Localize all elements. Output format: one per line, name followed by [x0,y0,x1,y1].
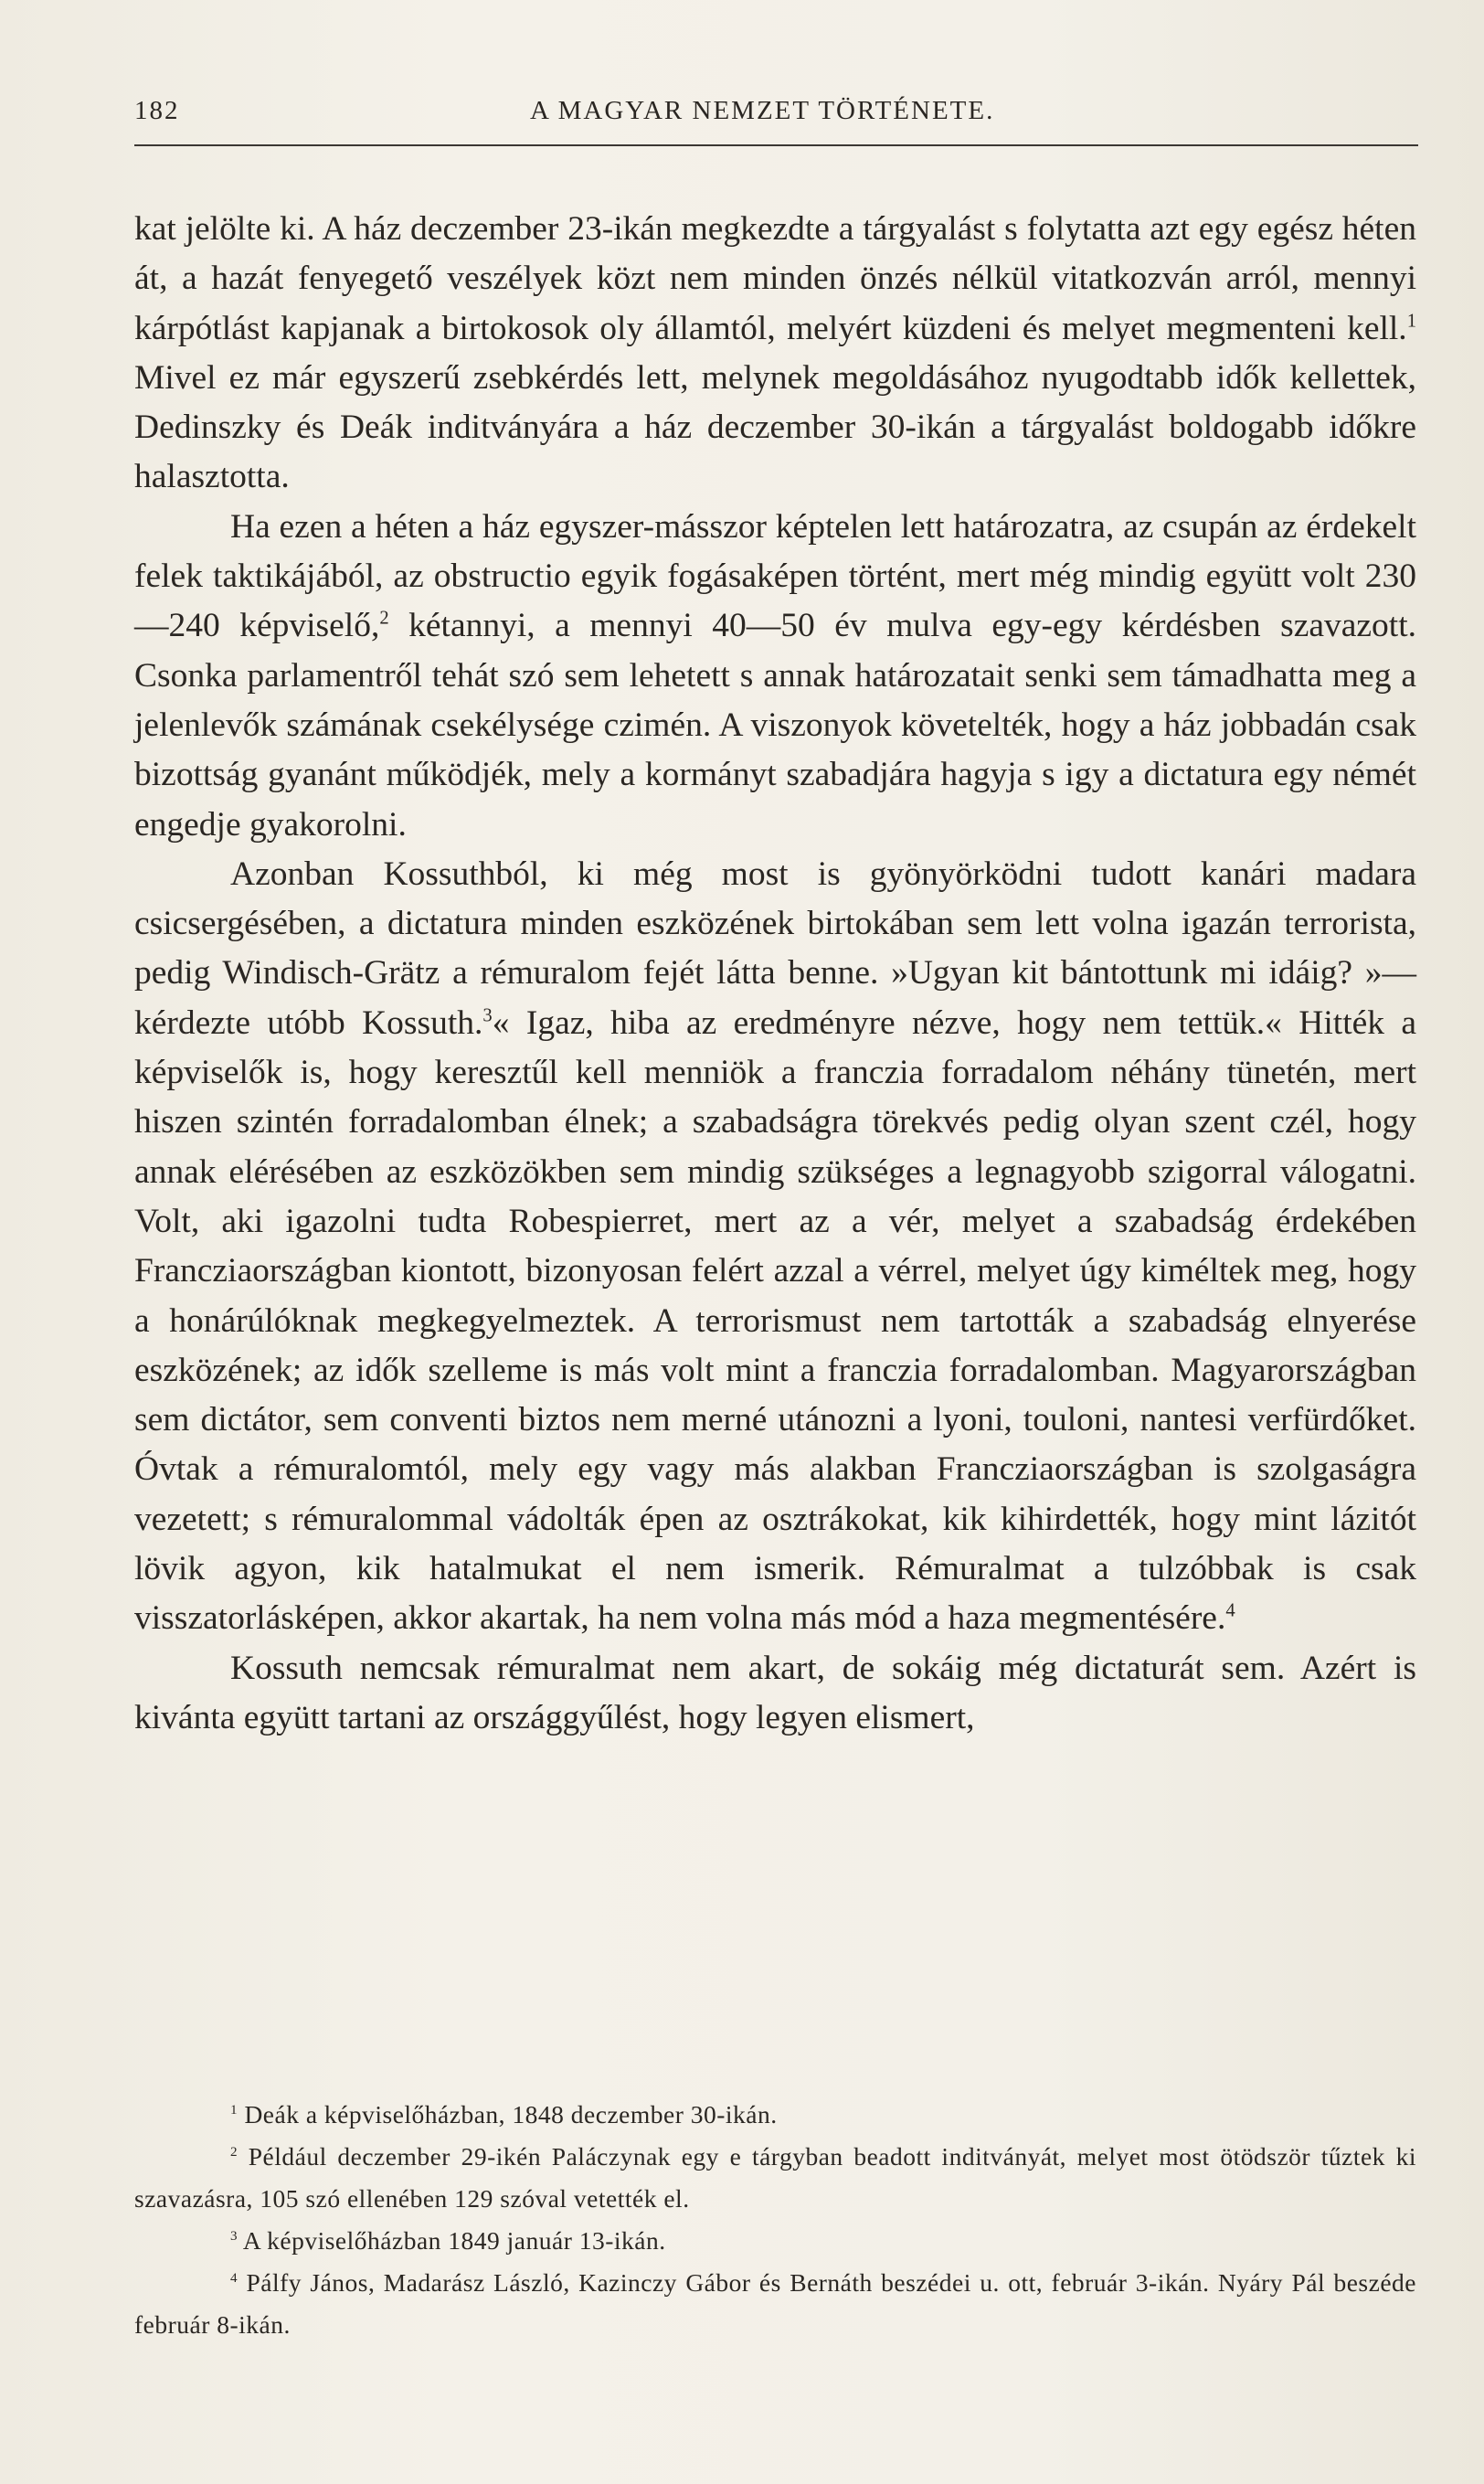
footnote-text: Pálfy János, Madarász László, Kazinczy Gábor és Bernáth beszédei u. ott, február 3-ikán. Nyáry Pál beszéde február 8-ikán. [134,2268,1416,2339]
footnote-mark: 2 [230,2144,238,2160]
page-number: 182 [134,96,180,125]
footnote-reference: 3 [482,1005,493,1026]
footnotes [134,2094,1416,2346]
paragraph-text: kétannyi, a mennyi 40—50 év mulva egy-egy kérdésben szavazott. Csonka parlamentről tehát szó sem lehetett s annak határozatait senki sem támadhatta meg a jelenlevők számának csekélysége czimén. A viszonyok követelték, hogy a ház jobbadán csak bizottság gyanánt működjék, mely a kormányt szabadjára hagyja s igy a dictatura egy némét engedje gyakorolni. [134,607,1416,844]
footnote-reference: 4 [1225,1600,1235,1621]
paragraph [134,1644,1416,1744]
footnote [134,2136,1416,2220]
header-rule [134,144,1418,146]
footnote-text: Deák a képviselőházban, 1848 deczember 30-ikán. [238,2100,778,2128]
footnote-mark: 4 [230,2270,238,2286]
body-text [134,205,1416,1743]
footnote [134,2094,1416,2136]
paragraph-text: Azonban Kossuthból, ki még most is gyönyörködni tudott kanári madara csicsergésében, a dictatura minden eszközének birtokában sem lett volna igazán terrorista, pedig Windisch-Grätz a rémuralom fejét látta benne. »Ugyan kit bántottunk mi idáig? »— kérdezte utóbb Kossuth. [134,855,1416,1042]
footnote-text: Például deczember 29-ikén Paláczynak egy e tárgyban beadott inditványát, melyet most ötödször tűztek ki szavazásra, 105 szó ellenében 129 szóval vetették el. [134,2142,1416,2213]
paragraph-text: Kossuth nemcsak rémuralmat nem akart, de sokáig még dictaturát sem. Azért is kivánta együtt tartani az országgyűlést, hogy legyen elismert, [134,1649,1416,1736]
footnote [134,2262,1416,2346]
footnote-text: A képviselőházban 1849 január 13-ikán. [238,2226,666,2255]
footnote-reference: 1 [1406,311,1416,332]
paragraph-text: « Igaz, hiba az eredményre nézve, hogy nem tettük.« Hitték a képviselők is, hogy keresztűl kell menniök a franczia forradalom néhány tünetén, mert hiszen szintén forradalomban élnek; a szabadságra törekvés pedig olyan szent czél, hogy annak elérésében az eszközökben sem mindig szükséges a legnagyobb szigorral válogatni. Volt, aki igazolni tudta Robespierret, mert az a vér, melyet a szabadság érdekében Francziaországban kiontott, bizonyosan felért azzal a vérrel, melyet úgy kiméltek meg, hogy a honárúlóknak megkegyelmeztek. A terrorismust nem tartották a szabadság elnyerése eszközének; az idők szelleme is más volt mint a franczia forradalomban. Magyarországban sem dictátor, sem conventi biztos nem merné utánozni a lyoni, touloni, nantesi verfürdőket. Óvtak a rémuralomtól, mely egy vagy más alakban Francziaországban is szolgaságra vezetett; s rémuralommal vádolták épen az osztrákokat, kik kihirdették, hogy mint lázitót lövik agyon, kik hatalmukat el nem ismerik. Rémuralmat a tulzóbbak is csak visszatorlásképen, akkor akartak, ha nem volna más mód a haza megmentésére. [134,1003,1416,1638]
footnote-mark: 1 [230,2102,238,2118]
footnote-reference: 2 [379,608,389,629]
paragraph [134,850,1416,1644]
paragraph [134,503,1416,850]
running-title: A MAGYAR NEMZET TÖRTÉNETE. [530,96,995,125]
footnote [134,2220,1416,2262]
paragraph-text: Mivel ez már egyszerű zsebkérdés lett, melynek megoldásához nyugodtabb idők kellettek, Dedinszky és Deák inditványára a ház deczember 30-ikán a tárgyalást boldogabb időkre halasztotta. [134,358,1416,496]
footnote-mark: 3 [230,2228,238,2244]
page-header [134,96,1418,138]
paragraph-text: Ha ezen a héten a ház egyszer-másszor képtelen lett határozatra, az csupán az érdekelt felek taktikájából, az obstructio egyik fogásaképen történt, mert még mindig együtt volt 230—240 képviselő, [134,507,1416,645]
paragraph-text: kat jelölte ki. A ház deczember 23-ikán megkezdte a tárgyalást s folytatta azt egy egész héten át, a hazát fenyegető veszélyek közt nem minden önzés nélkül vitatkozván arról, mennyi kárpótlást kapjanak a birtokosok oly államtól, melyért küzdeni és melyet megmenteni kell. [134,210,1416,347]
paragraph [134,205,1416,503]
